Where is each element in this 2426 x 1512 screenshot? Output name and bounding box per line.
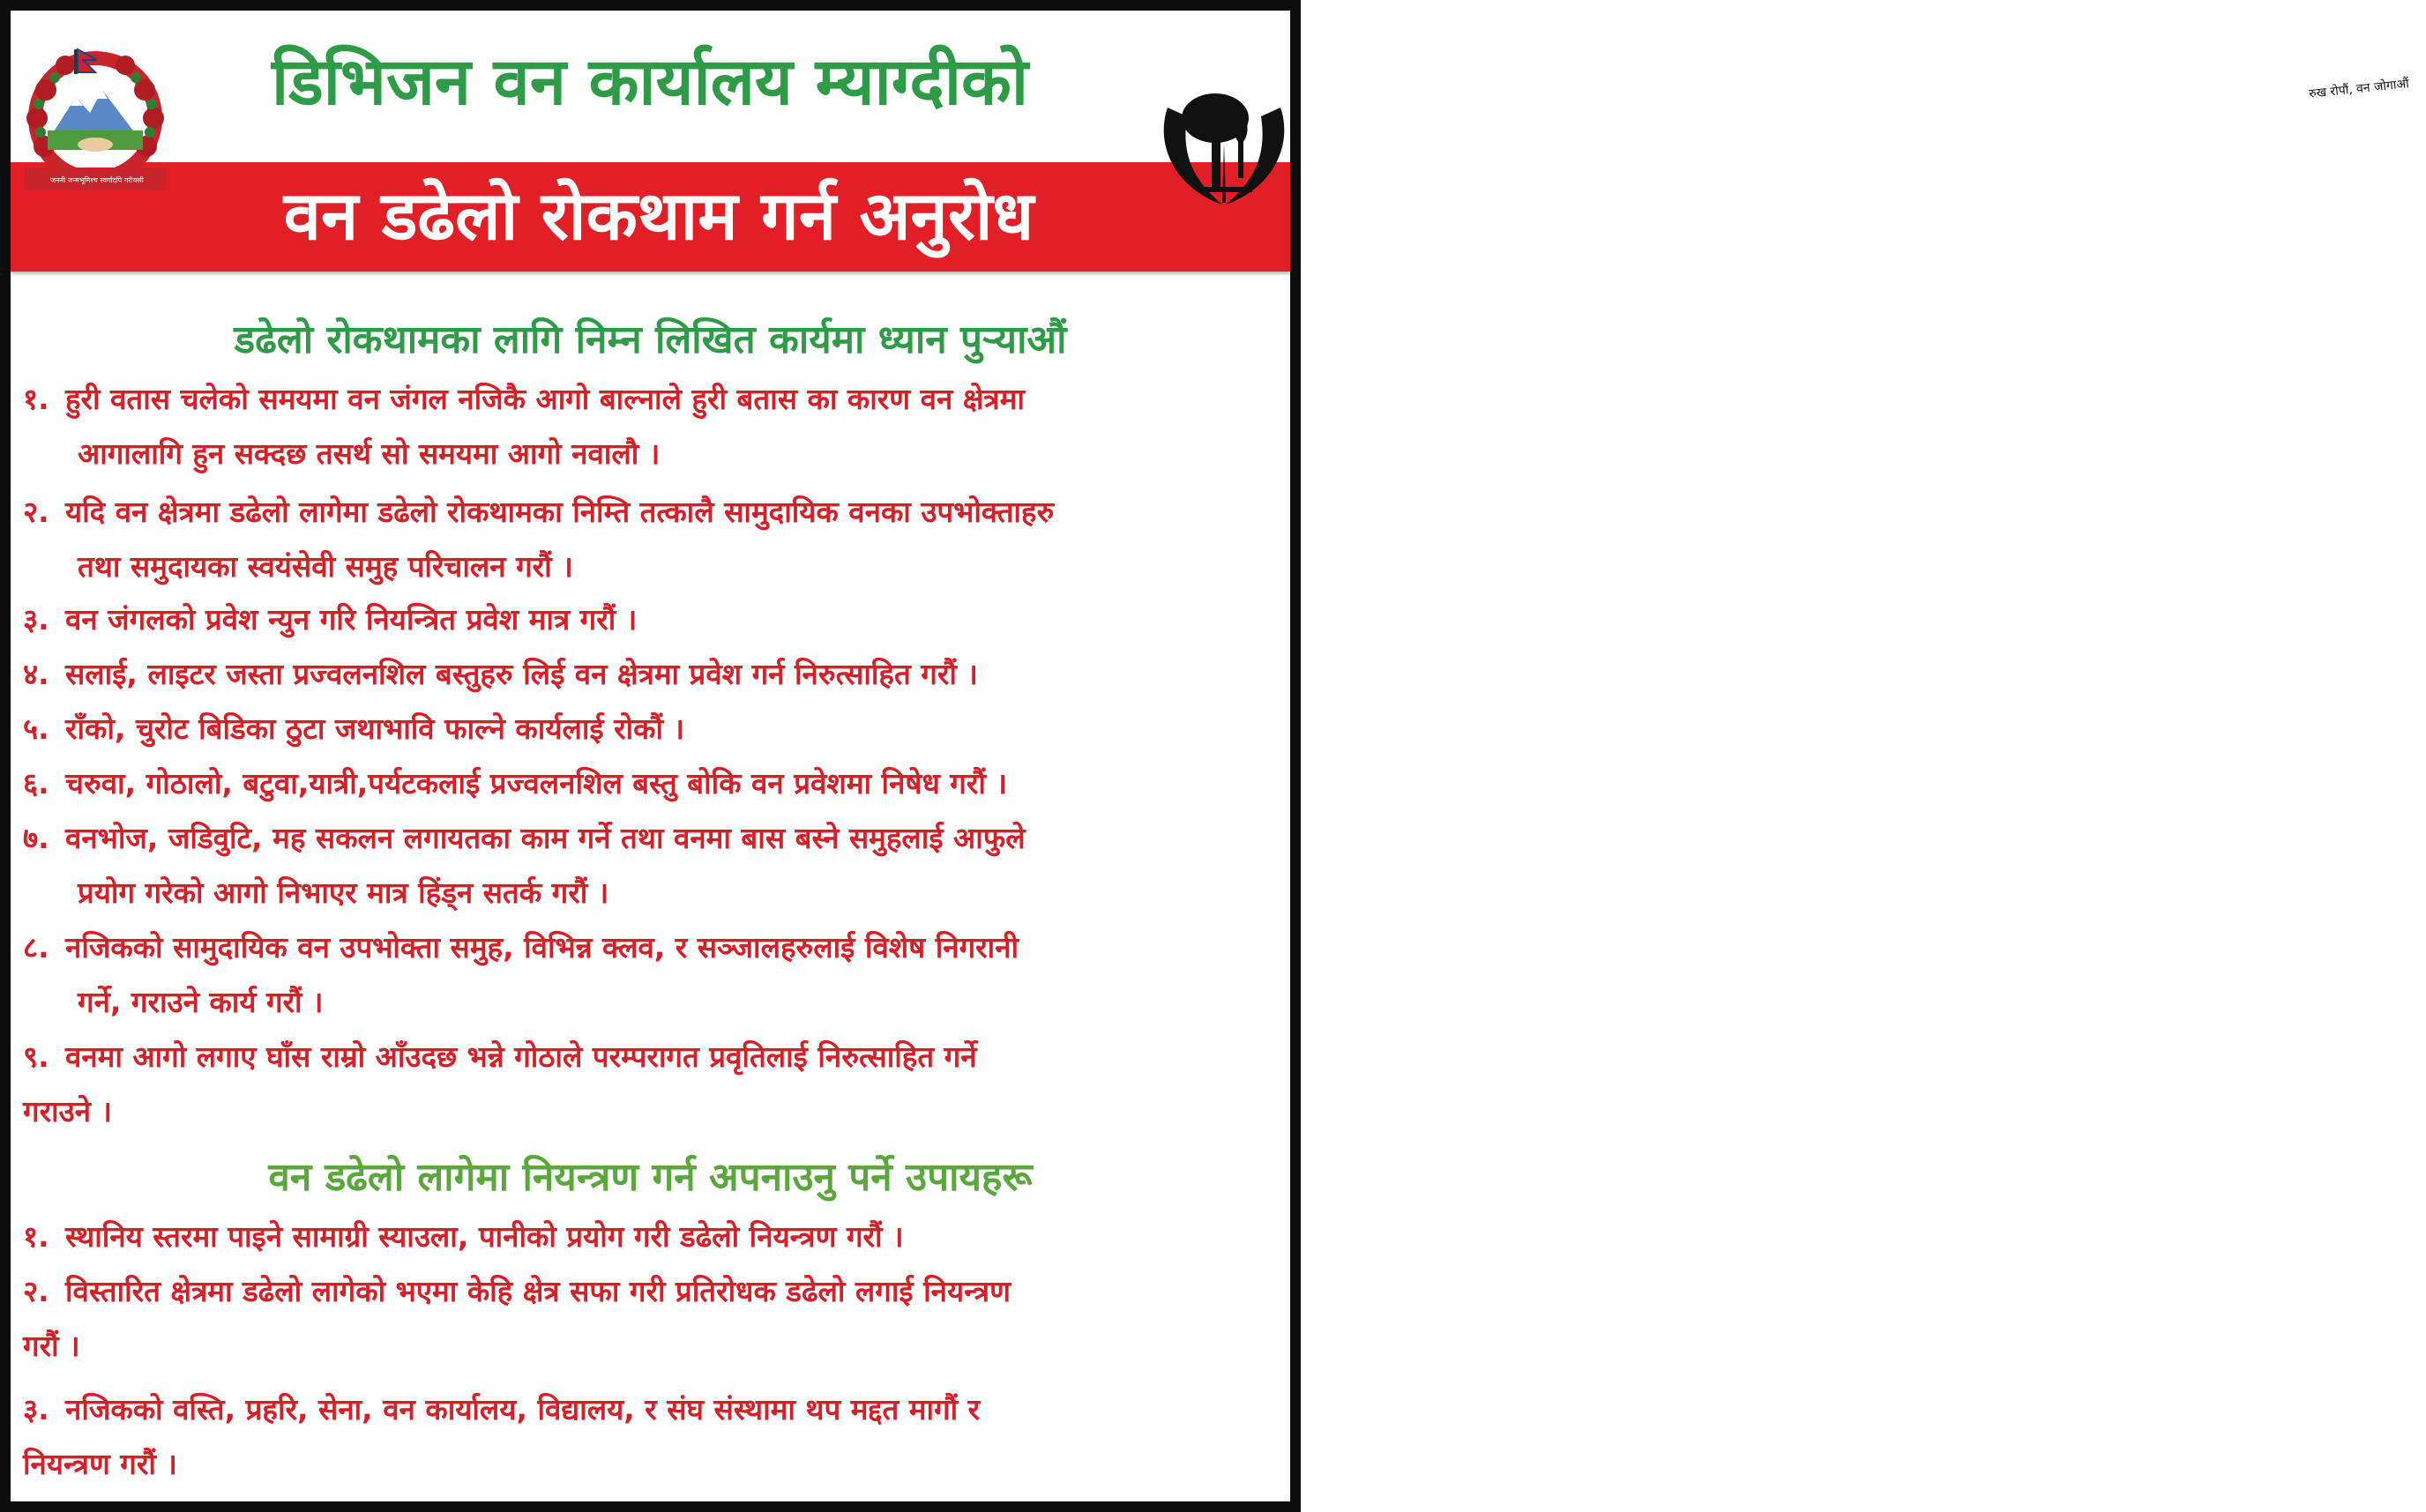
item-number: ९. xyxy=(23,1039,49,1074)
item-text-continued: नियन्त्रण गरौं । xyxy=(23,1447,177,1481)
control-item-2 xyxy=(23,1264,1293,1374)
item-text-continued: गर्ने, गराउने कार्य गरौं । xyxy=(78,985,324,1019)
item-text: वनमा आगो लगाए घाँस राम्रो आँउदछ भन्ने गोठाले परम्परागत प्रवृतिलाई निरुत्साहित गर्ने xyxy=(65,1039,977,1074)
item-number: ७. xyxy=(23,821,49,855)
prevention-item-6 xyxy=(23,756,1293,811)
office-title: डिभिजन वन कार्यालय म्याग्दीको xyxy=(272,44,1028,120)
section2-heading: वन डढेलो लागेमा नियन्त्रण गर्न अपनाउनु पर्ने उपायहरू xyxy=(268,1155,1033,1200)
prevention-item-8 xyxy=(23,920,1293,1030)
item-text: विस्तारित क्षेत्रमा डढेलो लागेको भएमा केहि क्षेत्र सफा गरी प्रतिरोधक डढेलो लगाई नियन्त्रण xyxy=(65,1274,1011,1308)
prevention-item-9 xyxy=(23,1030,1293,1139)
prevention-item-4 xyxy=(23,647,1293,702)
item-text: नजिकको सामुदायिक वन उपभोक्ता समुह, विभिन्न क्लव, र सञ्जालहरुलाई विशेष निगरानी xyxy=(65,930,1019,965)
item-number: २. xyxy=(23,495,49,529)
item-text-continued: आगालागि हुन सक्दछ तसर्थ सो समयमा आगो नवालौ । xyxy=(78,436,661,471)
title-banner xyxy=(11,162,1290,272)
section1-heading: डढेलो रोकथामका लागि निम्न लिखित कार्यमा ध्यान पुर्‍याऔं xyxy=(234,317,1067,362)
banner-title: वन डढेलो रोकथाम गर्न अनुरोध xyxy=(283,176,1034,255)
item-text: रॉंको, चुरोट बिडिका ठुटा जथाभावि फाल्ने कार्यलाई रोकौं । xyxy=(65,711,685,746)
item-text-continued: गरौं । xyxy=(23,1329,80,1363)
emblem-motto: जननी जन्मभूमिश्च स्वर्गादपि गरीयसी xyxy=(50,176,144,184)
item-number: ५. xyxy=(23,711,49,746)
control-item-1 xyxy=(23,1210,1293,1264)
item-number: ४. xyxy=(23,657,49,691)
logo-slogan: रुख रोपौं, वन जोगाऔं xyxy=(2308,77,2410,101)
item-number: ३. xyxy=(23,602,49,637)
forest-hands-logo-icon xyxy=(1146,46,2410,213)
nepal-emblem-icon xyxy=(21,46,169,205)
prevention-item-2 xyxy=(23,485,1293,594)
item-number: २. xyxy=(23,1274,49,1308)
item-text-continued: गराउने । xyxy=(23,1094,113,1128)
item-number: ८. xyxy=(23,930,49,965)
item-number: १. xyxy=(23,382,49,416)
prevention-item-5 xyxy=(23,702,1293,756)
item-number: ६. xyxy=(23,766,49,801)
item-text: चरुवा, गोठालो, बटुवा,यात्री,पर्यटकलाई प्रज्वलनशिल बस्तु बोकि वन प्रवेशमा निषेध गरौं । xyxy=(65,766,1007,801)
prevention-item-7 xyxy=(23,811,1293,920)
item-text: वन जंगलको प्रवेश न्युन गरि नियन्त्रित प्रवेश मात्र गरौं । xyxy=(65,602,638,637)
item-text-continued: तथा समुदायका स्वयंसेवी समुह परिचालन गरौं । xyxy=(78,549,573,584)
item-number: ३. xyxy=(23,1392,49,1426)
item-number: १. xyxy=(23,1219,49,1254)
item-text: यदि वन क्षेत्रमा डढेलो लागेमा डढेलो रोकथामका निम्ति तत्कालै सामुदायिक वनका उपभोक्ताहरु xyxy=(65,495,1055,529)
prevention-item-1 xyxy=(23,372,1293,481)
item-text: नजिकको वस्ति, प्रहरि, सेना, वन कार्यालय, विद्यालय, र संघ संस्थामा थप मद्दत मागौं र xyxy=(65,1392,981,1426)
control-item-3 xyxy=(23,1382,1293,1492)
item-text: सलाई, लाइटर जस्ता प्रज्वलनशिल बस्तुहरु लिई वन क्षेत्रमा प्रवेश गर्न निरुत्साहित गरौं । xyxy=(65,657,978,691)
prevention-item-3 xyxy=(23,592,1293,647)
item-text: स्थानिय स्तरमा पाइने सामाग्री स्याउला, पानीको प्रयोग गरी डढेलो नियन्त्रण गरौं । xyxy=(65,1219,904,1254)
item-text: वनभोज, जडिवुटि, मह सकलन लगायतका काम गर्ने तथा वनमा बास बस्ने समुहलाई आफुले xyxy=(65,821,1026,855)
item-text-continued: प्रयोग गरेको आगो निभाएर मात्र हिंड्न सतर्क गरौं । xyxy=(78,875,609,910)
item-text: हुरी वतास चलेको समयमा वन जंगल नजिकै आगो बाल्नाले हुरी बतास का कारण वन क्षेत्रमा xyxy=(65,382,1025,416)
forest-logo-graphic xyxy=(1146,46,1301,213)
